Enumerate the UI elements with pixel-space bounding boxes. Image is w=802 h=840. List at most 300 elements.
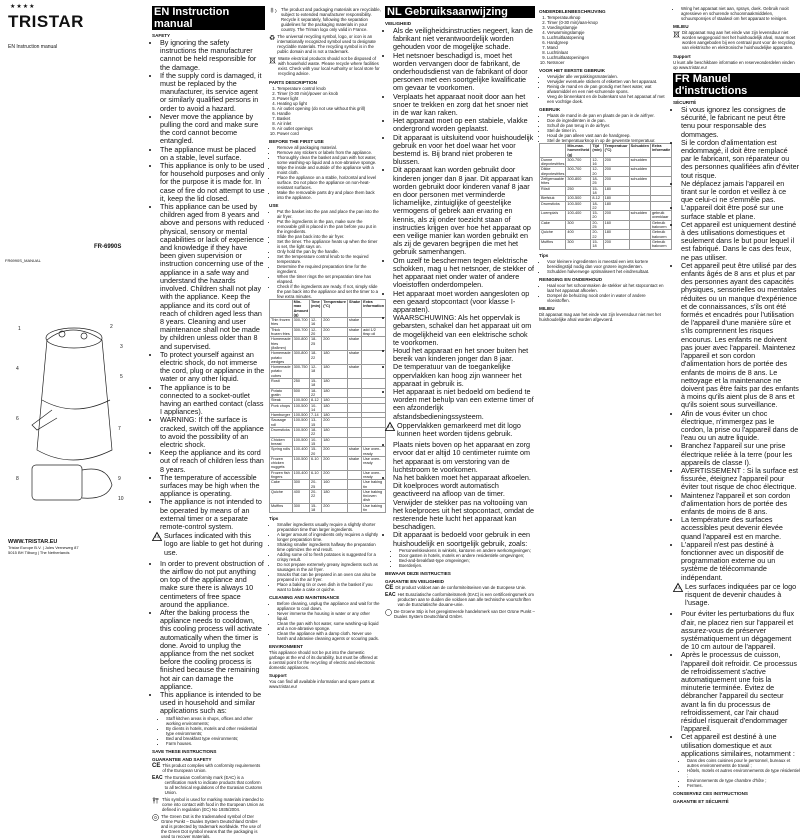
list-item: • Keep the appliance and its cord out of reach of children less than 8 years. [160,449,265,474]
fr-support-text: U kunt alle beschikbare informatie en reserveonderdelen vinden op www.tristar.eu! [673,60,795,70]
nl-hot-surface-note [385,422,535,440]
list-item: 2. Timer (0-30 min)/aan-knop [547,20,669,25]
list-item: 2. Timer (0-30 min)/power on knob [277,91,381,96]
table-header-cell: Min-max. hoeveelheid (g) [567,144,590,157]
nl-parts-title: ONDERDELENBESCHRIJVING [539,9,606,14]
list-item: • Remove any stickers or labels from the appliance. [277,150,381,155]
list-item: 1. Temperature control knob [277,86,381,91]
table-cell: Drumsticks [540,201,566,211]
list-item: • Determine the required preparation time for the ingredient. [277,264,381,274]
table-cell: 180 [322,379,348,389]
list-item: • Dit apparaat kan worden gebruikt door kinderen jonger dan 8 jaar. Dit apparaat kan worden gebruikt door kinderen vanaf 8 jaar en door personen met verminderde lichamelijke, zintuiglijke of geestelijke vermogens of gebrek aan ervaring en kennis, als zij onder toezicht staan of instructies krijgen over hoe het apparaat op een veilige manier kan worden gebruikt en als zij de gevaren begrijpen die met het gebruik samenhangen. [393,166,535,256]
table-cell: 20-22 [591,230,603,240]
callout-9: 9 [118,476,121,482]
list-item: • Clean the pan with hot water, some washing-up liquid and a non-abrasive sponge. [277,621,381,631]
table-cell: 300 [292,503,309,513]
table-cell: shake [347,327,361,337]
list-item: • Om uzelf te beschermen tegen elektrische schokken, mag u het netsnoer, de stekker of het apparaat niet onder water of andere vloeistoffen onderdompelen. [393,257,535,290]
table-cell: Gebruik bakvorm [650,220,671,230]
table-cell: Muffins [270,503,293,513]
table-cell: 100-500 [293,398,308,403]
en-column-2 [269,6,385,690]
list-item: • By clients in hotels, motels and other residential type environments; [166,726,265,736]
list-item: 5. Luchtuitlaatopening [547,35,669,40]
table-header-cell: Shake [347,300,361,318]
table-cell: 180 [322,489,348,503]
table-cell: Pork chops [270,403,293,413]
table-cell: schudden [629,157,650,167]
table-cell [347,418,361,428]
list-item: • Stel de temperatuurknop in op de gewenste temperatuur. [547,138,669,143]
table-cell: 180 [322,365,348,379]
table-cell: 200 [603,177,629,187]
table-cell: 180 [603,230,629,240]
table-cell: schudden [629,211,650,221]
en-ce-text: This product complies with conformity requirements of the European Union. [162,762,261,773]
table-cell: 100-400 [292,447,309,457]
table-row [270,480,386,490]
table-row [270,489,386,503]
glass-fork-icon [152,797,160,804]
table-header-cell: Extra informatie [650,144,671,158]
table-cell: 200 [322,503,348,513]
nl-tips-title: Tips [539,252,549,258]
footer-url: WWW.TRISTAR.EU [8,539,58,545]
table-row [270,318,386,328]
table-cell: 18-22 [309,351,321,365]
callout-5: 5 [120,374,123,380]
fr-env-title: MILIEU [673,24,689,29]
en-use-list [269,209,381,299]
list-item: • Do not prepare extremely greasy ingredients such as sausages in the air fryer. [277,562,381,572]
table-cell: 160 [322,480,348,490]
list-item: • La température des surfaces accessibles peut devenir élevée quand l'appareil est en marche. [681,516,800,541]
table-cell: 180 [603,201,629,211]
table-cell: Use baking tin [362,503,386,513]
list-item: • This appliance can be used by children aged from 8 years and above and persons with reduced physical, sensory or mental capabilities or lack of experience and knowledge if they have been given supervision or instruction concerning use of the appliance in a safe way and understand the hazards involved. Children shall not play with the appliance. Keep the appliance and its cord out of reach of children aged less than 8 years. Cleaning and user maintenance shall not be made by children unless older than 8 and supervised. [160,203,265,351]
table-cell: 100-500 [293,413,308,418]
nl-use-list [539,113,669,143]
crossed-bin-icon [269,56,276,64]
list-item: • Na het bakken moet het apparaat afkoelen. Dit koelproces wordt automatisch geactiveerd na afloop van de timer. Verwijder de stekker pas na voltooiing van het koelproces uit het stopcontact, omdat de resterende hete lucht het apparaat kan beschadigen. [393,474,535,531]
table-cell [629,230,650,240]
nl-clean-list [539,283,669,303]
list-item: 8. Air inlet [277,121,381,126]
list-item: 1. Temperatuurknop [547,15,669,20]
list-item: • Cet appareil est destiné à une utilisation domestique et aux applications similaires, notamment : [681,733,800,758]
table-cell: 160 [603,220,629,230]
table-cell: 15-18 [591,186,603,196]
list-item: • The appliance is not intended to be operated by means of an external timer or a separate remote-control system. [160,498,265,531]
table-row [270,503,386,513]
table-header-cell: Extra information [362,300,386,318]
table-cell: 200 [603,239,629,249]
list-item: • Thoroughly clean the basket and pan with hot water, some washing-up liquid and a non-abrasive sponge. [277,155,381,165]
table-row [270,327,386,337]
table-cell: 15-20 [309,447,321,457]
table-cell [362,428,386,438]
ce-mark-icon: CE [385,584,394,591]
side-label: FR6990S_MANUAL [5,258,41,263]
table-cell: Use baking tin/oven dish [362,489,386,503]
table-row [540,201,672,211]
en-hot-surface-text: Surfaces indicated with this logo are liable to get hot during use. [164,531,263,557]
table-cell: Cake [540,220,566,230]
table-cell: Muffins [540,239,566,249]
food-contact-note [152,797,265,813]
green-dot-icon [152,814,159,821]
table-cell: 200 [322,327,348,337]
table-cell: 8-12 [591,196,603,201]
table-cell: Quiche [540,230,566,240]
en-column-1 [152,6,265,839]
table-cell: 180 [322,437,348,447]
fr-more-list [673,610,800,758]
table-cell: Loempia's [540,211,566,221]
table-cell [347,379,361,389]
eac-mark-icon: EAC [385,591,396,598]
nl-before-list [539,74,669,104]
table-row [270,403,386,413]
list-item: • Shaking smaller ingredients halfway the preparation time optimizes the end result. [277,542,381,552]
list-item: • Het netsnoer beschadigd is, moet het worden vervangen door de fabrikant, de onderhoudsdienst van de fabrikant of door personen met een soortgelijke kwalificatie om gevaar te voorkomen. [393,52,535,93]
table-cell: Hamburger [270,413,293,418]
en-safety-title: SAFETY [152,33,171,38]
table-header-cell: Temperatuur (°C) [603,144,629,158]
callout-6: 6 [16,416,19,422]
table-cell: 300-800 [292,351,309,365]
table-cell: 400 [292,489,309,503]
table-cell: Use oven-ready [362,456,386,470]
en-save-title: SAVE THESE INSTRUCTIONS [152,748,217,754]
table-row [540,167,672,177]
table-header-cell: Temperature (°C) [322,300,348,318]
list-item: • Fermes. [687,783,800,788]
table-header-cell: Tijd (min) [591,144,603,158]
recycle-icon: ♻ [269,35,276,42]
footer-city: 5015 BH Tilburg | The Netherlands [8,550,70,555]
en-clean-list [269,601,381,641]
table-cell: 100-500 [292,428,309,438]
list-item: • Si vous ignorez les consignes de sécurité, le fabricant ne peut être tenu pour responsable des dommages. [681,106,800,139]
list-item: • Bed-and-breakfast-type omgevingen; [399,558,535,563]
table-cell [347,388,361,398]
en-recycle-text: The universal recycling symbol, logo, or icon is an internationally recognized symbol used to designate recyclable materials. The recycling symbol is in the public domain and is not a trademark. [277,34,376,54]
nl-green-dot-text: De Groene Stip is het geregistreerde handelsmerk van Der Grüne Punkt – Duales System Deutschland GmbH. [394,608,535,619]
table-cell: 180 [603,196,629,201]
callout-7: 7 [118,426,121,432]
list-item: • Never immerse the housing in water or any other liquid. [277,611,381,621]
table-cell: 12-18 [309,365,321,379]
list-item: • Wipe the inside and outside of the appliance with a moist cloth. [277,165,381,175]
table-row [540,220,672,230]
table-cell: Zelfgemaakte frites [541,177,565,186]
list-item: • Door gasten in hotels, motels en andere residentiële omgevingen; [399,553,535,558]
list-item: • When the timer rings the set preparation time has elapsed. [277,274,381,284]
callout-3: 3 [120,344,123,350]
nl-eac-text: Het Euraziatische conformiteitsmerk (EAC) is een certificeringsmerk om producten aan te duiden die voldoen aan alle technische voorschriften van de Euraziatische douane-unie. [397,591,534,607]
table-cell: 250 [566,186,591,196]
table-cell: 20-25 [591,220,603,230]
table-cell: Homemade potato wedges [271,351,291,364]
table-cell: 300-700 [566,167,591,177]
table-cell: Use baking tin [362,480,386,490]
table-cell: Use oven-ready [362,470,386,480]
list-item: • Plaats de mand in de pan en plaats de pan in de airfryer. [547,113,669,118]
list-item: • Reinig de mand en de pan grondig met heet water, wat afwasmiddel en een niet-schurende spons. [547,84,669,94]
table-cell: 100-400 [292,470,309,480]
fr-save-title: CONSERVEZ CES INSTRUCTIONS [673,791,748,797]
fr-weee-note [673,30,800,51]
table-cell: 300-750 [292,365,309,379]
table-cell [650,157,671,167]
en-tips-list [269,522,381,592]
list-item: • L'appareil n'est pas destiné à fonctionner avec un dispositif de programmation externe ou un système de télécommande indépendant. [681,541,800,582]
table-header-cell: Schudden [629,144,650,158]
table-cell: shake [347,318,361,328]
nl-safety-list [385,27,535,421]
list-item: • Schudden halverwege optimaliseert het eindresultaat. [547,269,669,274]
hot-surface-icon [152,532,162,541]
ce-mark-icon: CE [152,762,161,769]
table-cell [347,403,361,413]
list-item: • Dit apparaat is bedoeld voor gebruik in een huishoudelijk en soortgelijk gebruik, zoals: [393,531,535,547]
en-before-list [269,145,381,200]
cover-footer [8,540,79,555]
list-item: • Voor kleinere ingrediënten is meestal een iets kortere bereidingstijd nodig dan voor grotere ingrediënten. [547,259,669,269]
table-cell: shake [347,365,361,379]
table-cell: Rosti [270,379,293,389]
callout-2: 2 [110,324,113,330]
table-cell: 180 [603,186,629,196]
list-item: • Plaats niets boven op het apparaat en zorg ervoor dat er altijd 10 centimeter ruimte om het apparaat is om verstoring van de luchtstroom te voorkomen. [393,441,535,474]
eac-note [152,775,265,796]
table-cell: Homemade potato cubes [271,365,291,378]
list-item: • Remove all packaging material. [277,145,381,150]
green-dot-icon [385,609,392,616]
table-cell: shake [347,456,361,470]
weee-note [269,56,381,77]
list-item: • Make the removable parts dry and place them back into the appliance. [277,190,381,200]
table-cell: Frozen chicken nuggets [270,456,293,470]
en-safety-list [152,39,265,531]
table-cell: gebruik ovenklaar [650,211,671,221]
table-cell [347,503,361,513]
table-cell: Homemade fries (8x8mm) [271,337,291,350]
table-cell: Thick frozen fries [270,327,293,337]
green-dot-note [152,814,265,840]
table-cell: schudden [629,167,650,177]
list-item: 9. Luchtuitlaatopeningen [547,55,669,60]
brand-logo: TRISTAR [8,12,84,31]
table-cell: 300-700 [292,318,309,328]
list-item: • Doe de ingrediënten in de pan. [547,118,669,123]
en-guarantee-title: GUARANTEE AND SAFETY [152,756,212,762]
table-cell [629,220,650,230]
list-item: 10. Netsnoer [547,60,669,65]
table-cell [347,489,361,503]
table-cell: 8-12 [309,398,321,403]
en-heading: EN Instruction manual [152,6,265,30]
nl-parts-list [539,15,669,65]
list-item: 7. Basket [277,116,381,121]
en-weee-text: Waste electrical products should not be disposed of with household waste. Please recycle where facilities exist. Check with your local Authority or local store for recycling advice. [278,56,380,76]
table-cell [629,186,650,196]
table-row [540,186,672,196]
list-item: 10. Power cord [277,131,381,136]
list-item: 6. Handgreep [547,40,669,45]
fr-hot-surface-text: Les surfaces indiquées par ce logo risquent de devenir chaudes à l'usage. [685,581,797,608]
list-item: • Cet appareil est uniquement destiné à des utilisations domestiques et seulement dans le but pour lequel il est fabriqué. Dans le cas des feux, ne pas utiliser. [681,221,800,262]
list-item: • AVERTISSEMENT : Si la surface est fissurée, éteignez l'appareil pour éviter tout risque de choc électrique. [681,467,800,492]
list-item: • Als de veiligheidsinstructies negeert, kan de fabrikant niet verantwoordelijk worden gehouden voor de mogelijke schade. [393,27,535,52]
table-cell [362,418,386,428]
cover-page [0,0,152,575]
table-cell: 180 [322,428,348,438]
table-cell: Chicken breast [270,437,293,447]
list-item: • Verwijder eventuele stickers of etiketten van het apparaat. [547,79,669,84]
table-row [270,365,386,379]
list-item: • This appliance is only to be used for household purposes and only for the purpose it is made for. In case of fire do not attempt to use it, keep the lid closed. [160,162,265,203]
en-support-text: You can find all available information and spare parts at www.tristar.eu! [269,679,375,690]
list-item: • Snacks that can be prepared in an oven can also be prepared in the air fryer. [277,572,381,582]
list-item: • L'appareil doit être posé sur une surface stable et plane. [681,204,800,220]
table-cell: Dunne diepvriesfrites [541,157,565,167]
table-cell: 15-18 [309,379,321,389]
list-item: 3. Voedingslampje [547,25,669,30]
table-cell: 100-500 [292,437,309,447]
list-item: 5. Air outlet opening (do not use without this grill) [277,106,381,111]
hot-surface-icon [673,583,683,592]
table-cell: 200 [603,157,629,167]
table-cell: 300-800 [566,177,591,187]
table-cell: Steak [270,398,293,403]
table-cell: 200 [322,456,348,470]
list-item: • Ne déplacez jamais l'appareil en tirant sur le cordon et veillez à ce que celui-ci ne s'emmêle pas. [681,180,800,205]
list-item: • Branchez l'appareil sur une prise électrique reliée à la terre (pour les appareils de classe I). [681,442,800,467]
list-item: • Slide the pan back into the air fryer. [277,234,381,239]
en-before-title: BEFORE THE FIRST USE [269,139,324,144]
list-item: • Place a baking tin or oven dish in the basket if you want to bake a cake or quiche. [277,582,381,592]
table-cell: 180 [322,413,348,418]
list-item: • Veeg de binnenkant en de buitenkant van het apparaat af met een vochtige doek. [547,94,669,104]
fr-tail-list [673,6,800,21]
list-item: • WAARSCHUWING: Als het oppervlak is gebarsten, schakel dan het apparaat uit om de mogelijkheid van een elektrische schok te voorkomen. [393,314,535,347]
table-cell: 180 [322,351,348,365]
table-cell: 300 [566,220,591,230]
table-row [540,157,672,167]
en-support-title: Support [269,673,287,679]
list-item: • This appliance is intended to be used in household and similar applications such as: [160,691,265,716]
table-cell [629,201,650,211]
list-item: 7. Mand [547,45,669,50]
list-item: • The temperature of accessible surfaces may be high when the appliance is operating. [160,474,265,499]
table-cell: 12-20 [591,167,603,177]
list-item: • Wring het apparaat niet aan, sprays, doek. Gebruik nooit agressieve en schurende schoonmaakmiddelen, schuursponsjes of staalwol om het apparaat te reinigen. [681,6,800,21]
nl-safety-title: VEILIGHEID [385,21,412,26]
table-row [270,456,386,470]
table-cell [347,480,361,490]
list-item: • Adding some oil to fresh potatoes is suggested for a crispy result. [277,552,381,562]
table-cell: 300 [292,480,309,490]
table-cell: 100-500 [566,196,591,201]
list-item: • Boerderijen. [399,563,535,568]
table-cell: 20-22 [309,489,321,503]
table-cell: schudden [629,177,650,187]
list-item: • A larger amount of ingredients only requires a slightly longer preparation time. [277,532,381,542]
hot-surface-icon [385,422,395,431]
list-item: • Environnements de type chambre d'hôte ; [687,778,800,783]
list-item: • Staff kitchen areas in shops, offices and other working environments; [166,716,265,726]
table-row [270,418,386,428]
table-cell: Use oven-ready [362,447,386,457]
table-cell: Cake [270,480,293,490]
table-cell: 12-16 [591,157,603,167]
list-item: • To protect yourself against an electric shock, do not immerse the cord, plug or appliance in the water or any other liquid. [160,351,265,384]
list-item: • Pour éviter les perturbations du flux d'air, ne placez rien sur l'appareil et assurez-vous de préserver systématiquement un dégagement de 10 cm autour de l'appareil. [681,610,800,651]
table-cell: 18-25 [591,177,603,187]
list-item: • Dans des coins cuisines pour le personnel, bureaux et autres environnements de travail ; [687,758,800,768]
list-item: • Het apparaat is niet bedoeld om bediend te worden met behulp van een externe timer of een afzonderlijk afstandsbedieningssysteem. [393,388,535,421]
nl-clean-title: REINIGING EN ONDERHOUD [539,276,603,282]
list-item: • Verwijder alle verpakkingsmaterialen. [547,74,669,79]
list-item: • De temperatuur van de toegankelijke oppervlakken kan hoog zijn wanneer het apparaat in gebruik is. [393,363,535,388]
table-cell: 180 [322,403,348,413]
table-row [270,379,386,389]
table-cell: 200 [322,318,348,328]
table-cell: 300 [566,239,591,249]
eac-mark-icon: EAC [152,774,163,781]
fr-support-title: Support [673,54,691,59]
table-cell: Rösti [540,186,566,196]
list-item: • Put the ingredients in the pan, make sure the removable grill is placed in the pan before you put in the ingredients. [277,219,381,234]
en-clean-title: CLEANING AND MAINTENANCE [269,595,340,601]
table-cell: Potato gratin [270,388,293,398]
table-cell [347,437,361,447]
table-row [270,447,386,457]
table-cell: 10-14 [309,403,321,413]
table-cell: 250 [292,379,309,389]
table-header-cell: Time (min) [309,300,321,318]
list-item: 8. Luchtinlaat [547,50,669,55]
table-cell: 15-20 [591,211,603,221]
table-row [270,428,386,438]
list-item: • Before cleaning, unplug the appliance and wait for the appliance to cool down. [277,601,381,611]
callout-8: 8 [16,476,19,482]
table-cell [629,239,650,249]
list-item: • Houd de pan alleen vast aan de handgreep. [547,133,669,138]
nl-env-text: Dit apparaat mag aan het einde van zijn levensduur niet met het huishoudelijke afval worden afgevoerd. [539,311,661,322]
table-cell: Gebruik bakvorm [650,230,671,240]
table-cell: 180 [322,398,348,403]
en-mid-intro: The product and packaging materials are recyclable, subject to extended manufacturer responsibility. Recycle it separately, following the separation guidelines for the packaging materials in your country. The Triman logo only valid in France. [281,7,381,32]
en-food-contact-text: This symbol is used for marking materials intended to come into contact with food in the European Union as defined in regulation (EC) No 1935/2004. [162,796,264,812]
table-header-row [270,300,386,318]
table-cell: Frozen fish fingers [270,470,293,480]
air-fryer-illustration [12,300,132,510]
manual-label: EN Instruction manual [8,44,58,50]
list-item: 4. Heating up light [277,101,381,106]
table-header-cell: Min-max Amount (g) [293,300,308,317]
ce-note [152,763,265,774]
nl-use-title: GEBRUIK [539,107,561,112]
list-item: • Farm houses. [166,741,265,746]
table-cell: 180 [322,388,348,398]
table-cell: 20-25 [309,480,321,490]
list-item: • After the baking process the appliance needs to cooldown, this cooling process will activate automatically when the timer is done. Avoid to unplug the appliance from the net socket before the cooling process is finished because the remaining hot air can damage the appliance. [160,609,265,691]
callout-10: 10 [118,496,124,502]
list-item: • Stel de timer in. [547,128,669,133]
